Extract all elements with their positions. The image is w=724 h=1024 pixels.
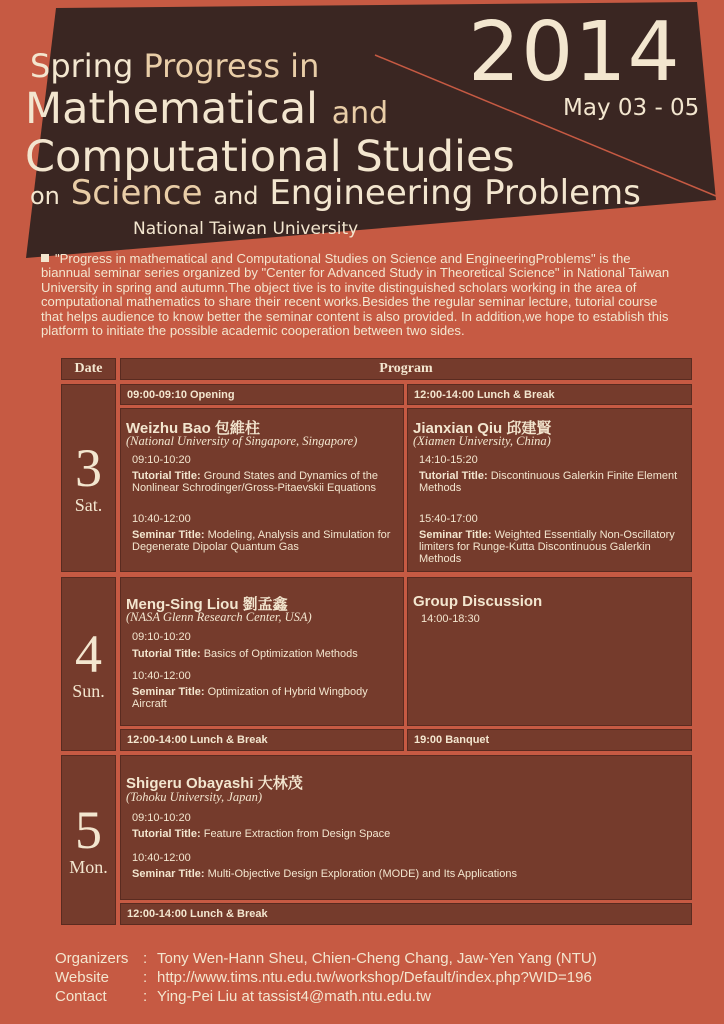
organizers-label: Organizers xyxy=(55,950,129,967)
lunch-bar-day3: 12:00-14:00 Lunch & Break xyxy=(407,384,692,405)
university-name: National Taiwan University xyxy=(133,219,359,239)
day-3-cell xyxy=(61,384,116,572)
speaker-affiliation: (NASA Glenn Research Center, USA) xyxy=(126,610,312,624)
tutorial-title: Tutorial Title: Basics of Optimization Methods xyxy=(132,648,358,660)
session-bao xyxy=(120,408,404,572)
contact-row: Contact : Ying-Pei Liu at tassist4@math.ntu.edu.tw xyxy=(55,988,431,1005)
date-header: Date xyxy=(61,358,116,380)
title-line-1: Spring Progress in xyxy=(30,47,320,85)
session-title: Group Discussion xyxy=(413,593,543,610)
day-name: Sun. xyxy=(72,680,105,701)
tutorial-time: 09:10-10:20 xyxy=(132,454,191,466)
website-label: Website xyxy=(55,969,109,986)
title-line-2: Mathematical and xyxy=(25,84,389,134)
session-liou xyxy=(120,577,404,726)
website-link[interactable]: http://www.tims.ntu.edu.tw/workshop/Default/index.php?WID=196 xyxy=(157,969,592,986)
day-4-cell xyxy=(61,577,116,751)
speaker-name: Shigeru Obayashi 大林茂 xyxy=(126,775,303,792)
session-time: 14:00-18:30 xyxy=(421,613,480,625)
day-number: 5 xyxy=(75,799,102,860)
day-5-cell xyxy=(61,755,116,925)
title-line-4: on Science and Engineering Problems xyxy=(30,173,641,213)
bullet-square-icon xyxy=(41,254,49,262)
speaker-name: Meng-Sing Liou 劉孟鑫 xyxy=(126,596,288,613)
session-group-discussion xyxy=(407,577,692,726)
contact-label: Contact xyxy=(55,988,107,1005)
lunch-bar-day5: 12:00-14:00 Lunch & Break xyxy=(120,903,692,925)
tutorial-title: Tutorial Title: Feature Extraction from Design Space xyxy=(132,828,391,840)
speaker-affiliation: (National University of Singapore, Singapore) xyxy=(126,434,358,448)
event-dates: May 03 - 05 xyxy=(563,95,700,121)
session-obayashi xyxy=(120,755,692,900)
tutorial-time: 14:10-15:20 xyxy=(419,454,478,466)
day-name: Sat. xyxy=(74,494,103,515)
title-line-3: Computational Studies xyxy=(25,132,515,182)
day-number: 4 xyxy=(75,623,102,684)
seminar-title: Seminar Title: Modeling, Analysis and Simulation for Degenerate Dipolar Quantum Gas xyxy=(132,529,391,553)
speaker-affiliation: (Tohoku University, Japan) xyxy=(126,790,262,804)
website-row: Website : http://www.tims.ntu.edu.tw/workshop/Default/index.php?WID=196 xyxy=(55,969,592,986)
seminar-title: Seminar Title: Optimization of Hybrid Wingbody Aircraft xyxy=(132,686,368,710)
seminar-time: 10:40-12:00 xyxy=(132,852,191,864)
seminar-time: 10:40-12:00 xyxy=(132,670,191,682)
day-name: Mon. xyxy=(69,856,108,877)
seminar-title: Seminar Title: Weighted Essentially Non-Oscillatory limiters for Runge-Kutta Discontinuous Galerkin Methods xyxy=(419,529,675,565)
seminar-time: 15:40-17:00 xyxy=(419,513,478,525)
tutorial-time: 09:10-10:20 xyxy=(132,812,191,824)
intro-paragraph: "Progress in mathematical and Computational Studies on Science and EngineeringProblems" is the biannual seminar series organized by "Center for Advanced Study in Theoretical Science" in National Taiwan University in spring and autumn.The object tive is to invite distinguished scholars working in the area of computational mathematics to share their recent works.Besides the regular seminar lecture, tutorial course that helps audience to know better the seminar content is also provided. In addition,we hope to establish this platform to initiate the possible academic cooperation between two sides. xyxy=(41,251,670,339)
tutorial-title: Tutorial Title: Ground States and Dynamics of the Nonlinear Schrodinger/Gross-Pitaevskii Equations xyxy=(132,470,378,494)
banquet-bar: 19:00 Banquet xyxy=(407,729,692,751)
session-qiu xyxy=(407,408,692,572)
seminar-time: 10:40-12:00 xyxy=(132,513,191,525)
event-year: 2014 xyxy=(468,5,681,100)
tutorial-title: Tutorial Title: Discontinuous Galerkin Finite Element Methods xyxy=(419,470,678,494)
speaker-name: Jianxian Qiu 邱建賢 xyxy=(413,420,552,437)
organizers-row: Organizers : Tony Wen-Hann Sheu, Chien-Cheng Chang, Jaw-Yen Yang (NTU) xyxy=(55,950,597,967)
speaker-name: Weizhu Bao 包維柱 xyxy=(126,420,260,437)
lunch-bar-day4: 12:00-14:00 Lunch & Break xyxy=(120,729,404,751)
speaker-affiliation: (Xiamen University, China) xyxy=(413,434,551,448)
organizers-value: Tony Wen-Hann Sheu, Chien-Cheng Chang, Jaw-Yen Yang (NTU) xyxy=(157,950,597,967)
day-number: 3 xyxy=(75,437,102,498)
tutorial-time: 09:10-10:20 xyxy=(132,631,191,643)
seminar-title: Seminar Title: Multi-Objective Design Exploration (MODE) and Its Applications xyxy=(132,868,517,880)
program-header: Program xyxy=(120,358,692,380)
contact-value: Ying-Pei Liu at tassist4@math.ntu.edu.tw xyxy=(157,988,431,1005)
opening-bar: 09:00-09:10 Opening xyxy=(120,384,404,405)
